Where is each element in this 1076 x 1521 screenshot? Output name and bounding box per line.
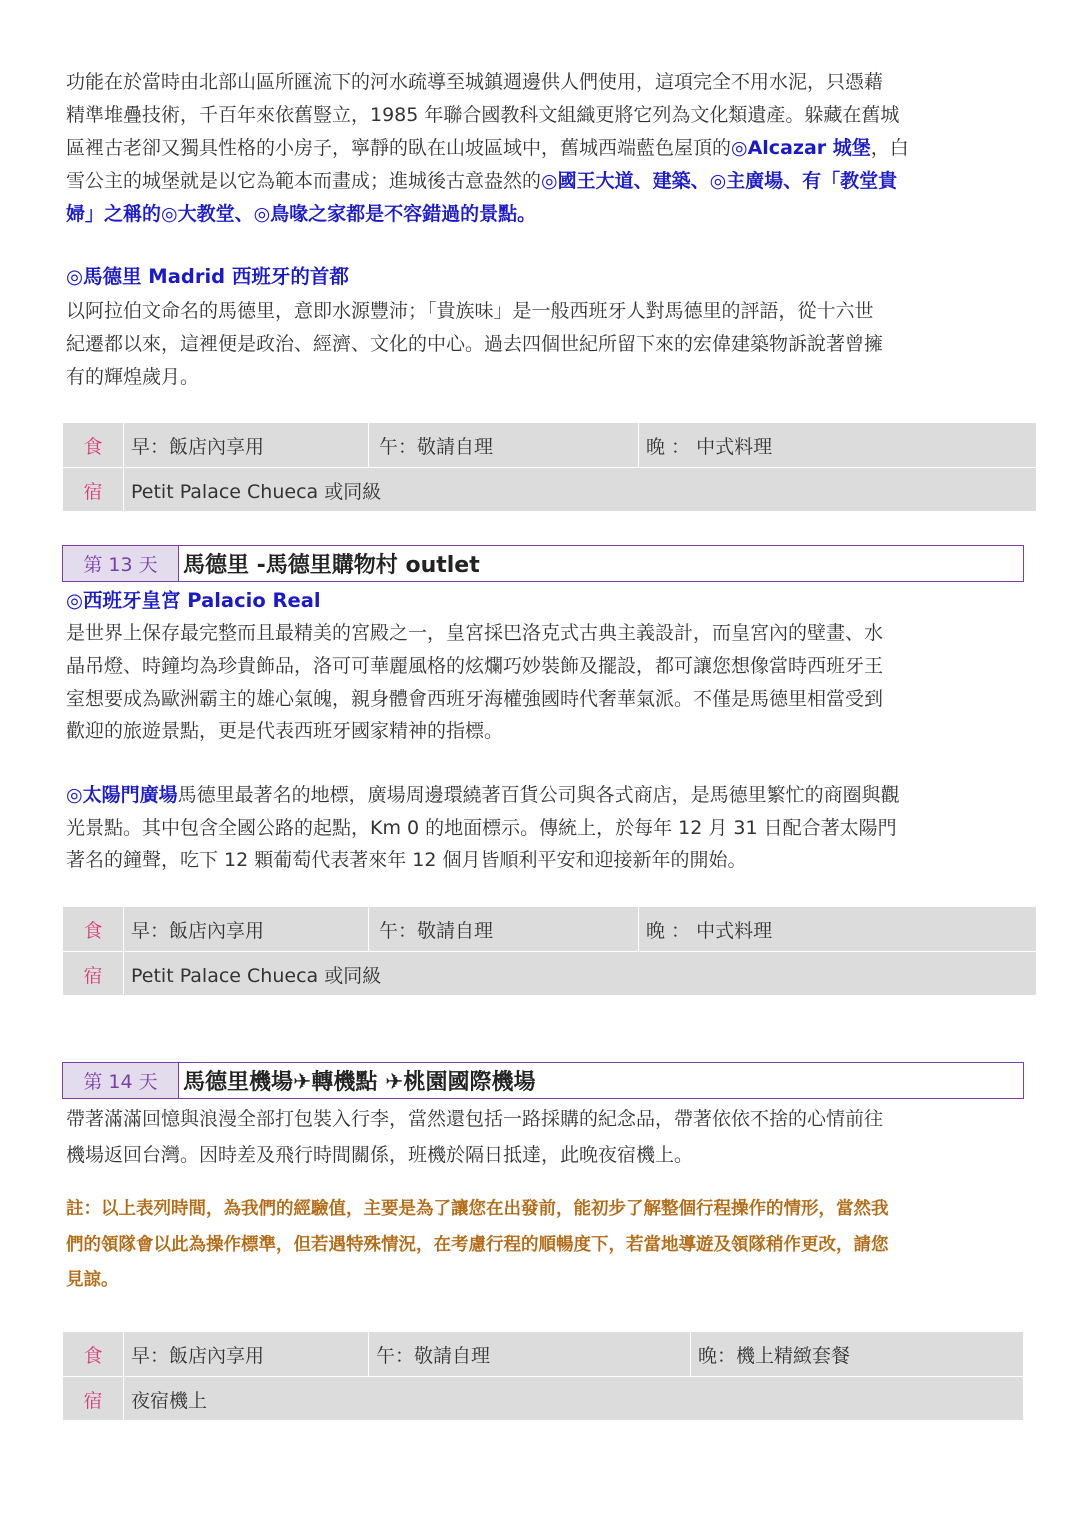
intro-text: 雪公主的城堡就是以它為範本而畫成；進城後古意盎然的 [66, 170, 542, 192]
palace-title: ◎西班牙皇宮 Palacio Real [66, 589, 321, 612]
stay-row [63, 1376, 1023, 1421]
madrid-title: ◎馬德里 Madrid 西班牙的首都 [66, 265, 349, 288]
madrid-line: 以阿拉伯文命名的馬德里，意即水源豐沛；「貴族味」是一般西班牙人對馬德里的評語，從十六世 [66, 300, 874, 322]
stay-row [63, 467, 1036, 512]
dinner-cell: 晚：機上精緻套餐 [690, 1332, 1023, 1376]
sol-title: ◎太陽門廣場 [66, 784, 178, 806]
stay-label: 宿 [63, 468, 124, 512]
palace-line: 是世界上保存最完整而且最精美的宮殿之一，皇宮採巴洛克式古典主義設計，而皇宮內的壁畫、水 [66, 622, 884, 644]
hotel-cell: Petit Palace Chueca 或同級 [131, 964, 382, 987]
palace-line: 室想要成為歐洲霸主的雄心氣魄，親身體會西班牙海權強國時代奢華氣派。不僅是馬德里相當受到 [66, 688, 884, 710]
note-line: 們的領隊會以此為操作標準，但若遇特殊情況，在考慮行程的順暢度下，若當地導遊及領隊稍作更改，請您 [66, 1235, 889, 1255]
intro-line: 精準堆疊技術，千百年來依舊豎立，1985 年聯合國教科文組織更將它列為文化類遺產。躲藏在舊城 [66, 104, 900, 126]
note-line: 註：以上表列時間，為我們的經驗值，主要是為了讓您在出發前，能初步了解整個行程操作的情形，當然我 [66, 1199, 889, 1219]
breakfast-cell: 早：飯店內享用 [131, 435, 265, 458]
breakfast-cell: 早：飯店內享用 [131, 1344, 265, 1367]
highlight-text: ◎國王大道、建築、◎主廣場、有「教堂貴 [541, 170, 898, 192]
meal-row [63, 423, 1036, 467]
day-title: 馬德里 -馬德里購物村 outlet [183, 553, 480, 578]
palace-line: 晶吊燈、時鐘均為珍貴飾品，洛可可華麗風格的炫爛巧妙裝飾及擺設，都可讓您想像當時西班牙王 [66, 655, 884, 677]
food-label: 食 [63, 423, 124, 467]
day-number: 第 14 天 [63, 1063, 179, 1098]
sol-line [66, 779, 1016, 812]
intro-text: ，白 [870, 137, 909, 159]
breakfast-cell: 早：飯店內享用 [131, 919, 265, 942]
day14-line: 機場返回台灣。因時差及飛行時間關係，班機於隔日抵達，此晚夜宿機上。 [66, 1144, 694, 1166]
note-line: 見諒。 [66, 1270, 119, 1290]
meal-row [63, 1332, 1023, 1376]
hotel-cell: Petit Palace Chueca 或同級 [131, 480, 382, 503]
meal-table [63, 423, 1036, 511]
food-label: 食 [63, 907, 124, 951]
palace-line: 歡迎的旅遊景點，更是代表西班牙國家精神的指標。 [66, 720, 504, 742]
meal-table [63, 1332, 1023, 1420]
intro-line [66, 165, 1016, 198]
sol-line: 著名的鐘聲，吃下 12 顆葡萄代表著來年 12 個月皆順利平安和迎接新年的開始。 [66, 849, 747, 871]
lunch-cell: 午：敬請自理 [368, 907, 638, 951]
dinner-cell: 晚 ： 中式料理 [638, 423, 1036, 467]
dinner-cell: 晚 ： 中式料理 [638, 907, 1036, 951]
hotel-cell: 夜宿機上 [131, 1389, 208, 1412]
lunch-cell: 午：敬請自理 [368, 423, 638, 467]
highlight-line: 婦」之稱的◎大教堂、◎鳥喙之家都是不容錯過的景點。 [66, 203, 537, 225]
intro-line [66, 132, 1016, 165]
sol-line: 光景點。其中包含全國公路的起點，Km 0 的地面標示。傳統上，於每年 12 月 31 日配合著太陽門 [66, 817, 897, 839]
stay-label: 宿 [63, 952, 124, 996]
stay-row [63, 951, 1036, 996]
meal-row [63, 907, 1036, 951]
meal-table [63, 907, 1036, 995]
stay-label: 宿 [63, 1377, 124, 1421]
sol-text: 馬德里最著名的地標，廣場周邊環繞著百貨公司與各式商店，是馬德里繁忙的商圈與觀 [177, 784, 900, 806]
day-title: 馬德里機場✈轉機點 ✈桃園國際機場 [183, 1070, 536, 1095]
food-label: 食 [63, 1332, 124, 1376]
lunch-cell: 午：敬請自理 [368, 1332, 690, 1376]
day-13-header [62, 545, 1024, 582]
intro-line: 功能在於當時由北部山區所匯流下的河水疏導至城鎮週邊供人們使用，這項完全不用水泥，只憑藉 [66, 71, 884, 93]
day14-line: 帶著滿滿回憶與浪漫全部打包裝入行李，當然還包括一路採購的紀念品，帶著依依不捨的心情前往 [66, 1108, 884, 1130]
day-14-header [62, 1062, 1024, 1099]
alcazar-link-text: ◎Alcazar 城堡 [731, 137, 871, 159]
madrid-line: 有的輝煌歲月。 [66, 366, 200, 388]
intro-text: 區裡古老卻又獨具性格的小房子，寧靜的臥在山坡區域中，舊城西端藍色屋頂的 [66, 137, 732, 159]
madrid-line: 紀遷都以來，這裡便是政治、經濟、文化的中心。過去四個世紀所留下來的宏偉建築物訴說著曾擁 [66, 333, 884, 355]
day-number: 第 13 天 [63, 546, 179, 581]
